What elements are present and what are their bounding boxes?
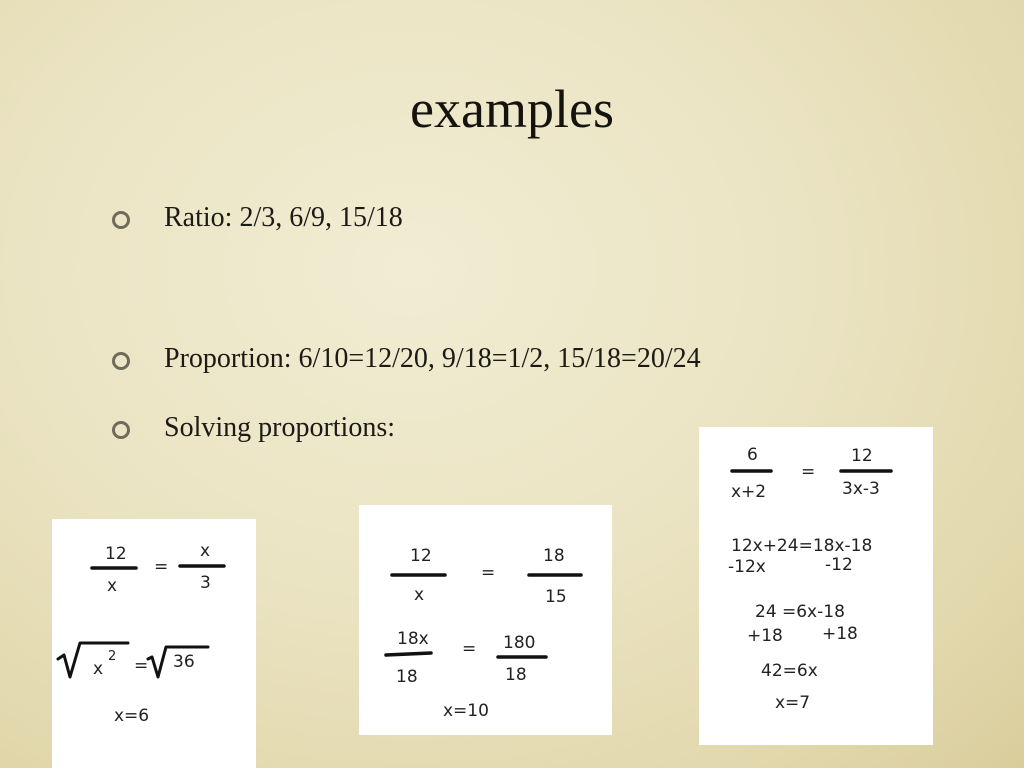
example-2-panel (359, 505, 612, 735)
ex2-step-bar-left (386, 653, 431, 655)
ex2-step-denominator-left: 18 (396, 667, 418, 687)
ex2-denominator-right: 15 (545, 587, 567, 607)
example-2-worked-solution (359, 505, 612, 735)
ex2-equals: = (481, 563, 496, 583)
ex3-line-2-left: 24 (755, 602, 777, 622)
example-3-worked-solution (699, 427, 933, 745)
bullet-solving (112, 412, 395, 444)
ex2-numerator-left: 12 (410, 546, 432, 566)
example-1-panel (52, 519, 256, 768)
ex1-numerator-left: 12 (105, 544, 127, 564)
ex3-denominator-right: 3x-3 (842, 479, 880, 499)
ex3-line-2-add-right: +18 (822, 624, 858, 644)
ex1-result: x=6 (114, 706, 150, 726)
ex3-result: x=7 (775, 693, 811, 713)
ex2-step-equals: = (462, 639, 477, 659)
ex3-line-1-subtract-right: -12 (825, 555, 853, 575)
ex1-sqrt-left-exponent: 2 (108, 649, 117, 664)
ex3-equation-line-1: 12x+24=18x-18 (731, 536, 873, 556)
bullet-circle-icon (112, 352, 130, 370)
bullet-text: Solving proportions: (164, 412, 396, 443)
bullet-text: Ratio: 2/3, 6/9, 15/18 (164, 202, 403, 233)
ex2-step-denominator-right: 18 (505, 665, 527, 685)
ex3-numerator-right: 12 (851, 446, 873, 466)
ex3-denominator-left: x+2 (731, 482, 767, 502)
ex3-equals: = (801, 462, 816, 482)
ex3-line-1-subtract-left: -12x (728, 557, 766, 577)
bullet-ratio (112, 202, 403, 234)
ex3-line-2-right: =6x-18 (782, 602, 845, 622)
ex2-step-numerator-left: 18x (397, 629, 429, 649)
example-3-panel (699, 427, 933, 745)
ex3-equation-line-3: 42=6x (761, 661, 818, 681)
ex3-line-2-add-left: +18 (747, 626, 783, 646)
bullet-proportion (112, 343, 701, 375)
ex3-numerator-left: 6 (747, 445, 758, 465)
bullet-circle-icon (112, 211, 130, 229)
ex1-equals: = (154, 557, 169, 577)
ex2-numerator-right: 18 (543, 546, 565, 566)
ex2-denominator-left: x (414, 585, 425, 605)
ex1-equals-2: = (134, 656, 149, 676)
ex1-sqrt-left-base: x (93, 659, 104, 679)
ex1-sqrt-right-value: 36 (173, 652, 195, 672)
ex2-step-numerator-right: 180 (503, 633, 536, 653)
ex1-denominator-left: x (107, 576, 118, 596)
ex1-denominator-right: 3 (200, 573, 211, 593)
ex1-numerator-right: x (200, 541, 211, 561)
ex2-result: x=10 (443, 701, 489, 721)
bullet-text: Proportion: 6/10=12/20, 9/18=1/2, 15/18=20/24 (164, 343, 701, 374)
example-1-worked-solution (52, 519, 256, 768)
slide-title: examples (410, 79, 614, 139)
bullet-circle-icon (112, 421, 130, 439)
